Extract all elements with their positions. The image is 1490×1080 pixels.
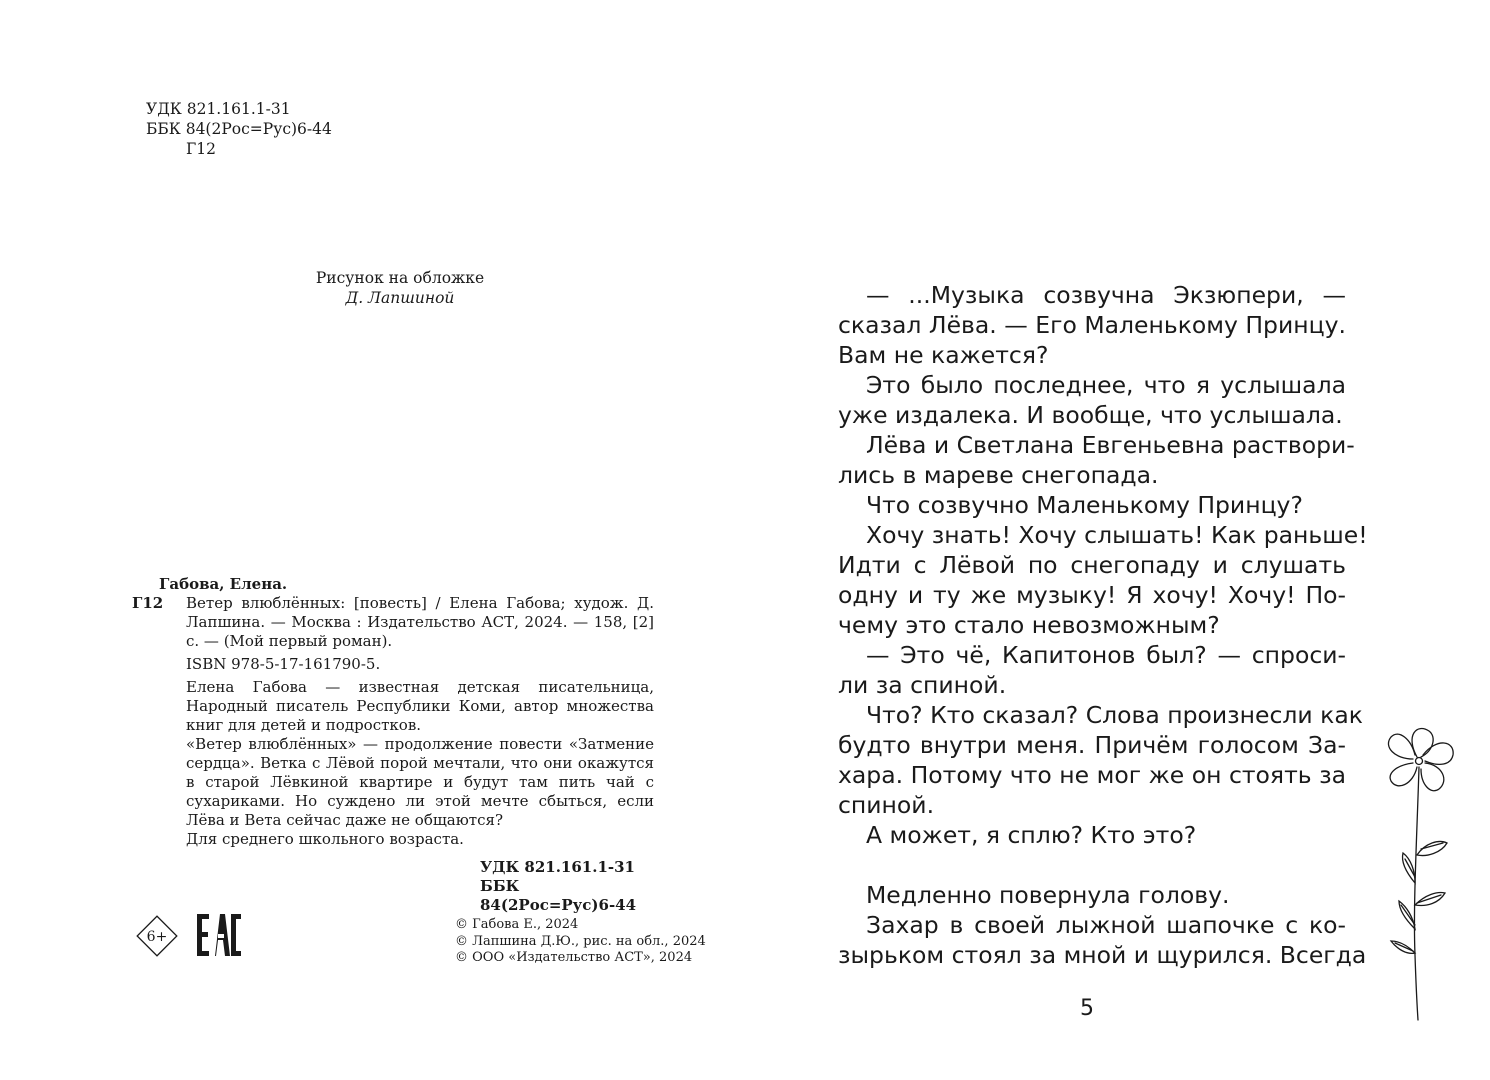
text-line: хара. Потому что не мог же он стоять за bbox=[838, 761, 1346, 789]
text-line: будто внутри меня. Причём голосом За- bbox=[838, 731, 1346, 759]
record-entry bbox=[132, 594, 654, 651]
bbk-code: ББК 84(2Рос=Рус)6-44 bbox=[146, 120, 332, 138]
isbn: ISBN 978-5-17-161790-5. bbox=[186, 655, 381, 673]
annotation-paragraph: Для среднего школьного возраста. bbox=[186, 830, 464, 848]
text-line: Идти с Лёвой по снегопаду и слушать bbox=[838, 551, 1346, 579]
text-line: лись в мареве снегопада. bbox=[838, 461, 1159, 489]
text-line: Захар в своей лыжной шапочке с ко- bbox=[866, 911, 1346, 939]
age-rating-badge bbox=[133, 912, 181, 960]
text-line: чему это стало невозможным? bbox=[838, 611, 1220, 639]
udk-code: УДК 821.161.1-31 bbox=[146, 100, 291, 118]
text-line: — Это чё, Капитонов был? — спроси- bbox=[866, 641, 1346, 669]
text-line: спиной. bbox=[838, 791, 935, 819]
copyright-block bbox=[455, 917, 706, 967]
cover-credit-label: Рисунок на обложке bbox=[315, 269, 485, 287]
record-author: Габова, Елена. bbox=[159, 575, 288, 593]
annotation-paragraph: «Ветер влюблённых» — продолжение повести «Затмение сердца». Ветка с Лёвой порой мечтали, что они окажутся в старой Лёвкиной квартире и будут там пить чай с сухариками. Но суждено ли этой мечте сбыться, если Лёва и Вета сейчас даже не общаются? bbox=[186, 735, 654, 829]
text-line: Вам не кажется? bbox=[838, 341, 1049, 369]
text-line: Что созвучно Маленькому Принцу? bbox=[866, 491, 1303, 519]
copyright-line: © ООО «Издательство АСТ», 2024 bbox=[455, 950, 693, 965]
copyright-line: © Габова Е., 2024 bbox=[455, 917, 579, 932]
text-line: А может, я сплю? Кто это? bbox=[866, 821, 1197, 849]
cover-credit bbox=[250, 268, 550, 308]
paragraph-gap bbox=[838, 850, 1346, 880]
classification-codes bbox=[146, 99, 332, 159]
annotation-paragraph: Елена Габова — известная детская писательница, Народный писатель Республики Коми, автор множества книг для детей и подростков. bbox=[186, 678, 654, 734]
author-mark: Г12 bbox=[186, 140, 216, 158]
udk-code: УДК 821.161.1-31 bbox=[480, 858, 635, 876]
text-line: Медленно повернула голову. bbox=[866, 881, 1230, 909]
record-description: Ветер влюблённых: [повесть] / Елена Габова; худож. Д. Лапшина. — Москва : Издательство АСТ, 2024. — 158, [2] с. — (Мой первый роман). bbox=[186, 594, 654, 650]
bibliographic-record bbox=[132, 575, 654, 915]
text-line: Хочу знать! Хочу слышать! Как раньше! bbox=[866, 521, 1368, 549]
text-line: Что? Кто сказал? Слова произнесли как bbox=[866, 701, 1363, 729]
text-line: — ...Музыка созвучна Экзюпери, — bbox=[866, 281, 1346, 309]
record-codes bbox=[132, 858, 654, 915]
text-line: сказал Лёва. — Его Маленькому Принцу. bbox=[838, 311, 1346, 339]
text-line: ли за спиной. bbox=[838, 671, 1007, 699]
cover-illustrator: Д. Лапшиной bbox=[345, 289, 455, 307]
page-number: 5 bbox=[1080, 996, 1094, 1021]
age-rating-text: 6+ bbox=[146, 929, 168, 945]
text-line: Лёва и Светлана Евгеньевна раствори- bbox=[866, 431, 1355, 459]
bbk-code: ББК 84(2Рос=Рус)6-44 bbox=[480, 877, 637, 914]
text-line: зырьком стоял за мной и щурился. Всегда bbox=[838, 941, 1367, 969]
story-text bbox=[838, 280, 1368, 970]
copyright-line: © Лапшина Д.Ю., рис. на обл., 2024 bbox=[455, 933, 706, 949]
eac-mark-icon bbox=[195, 912, 243, 958]
text-line: одну и ту же музыку! Я хочу! Хочу! По- bbox=[838, 581, 1346, 609]
text-line: Это было последнее, что я услышала bbox=[866, 371, 1346, 399]
flower-illustration-icon bbox=[1355, 715, 1490, 1025]
record-code: Г12 bbox=[132, 594, 164, 612]
annotation bbox=[132, 678, 654, 849]
right-page bbox=[745, 0, 1490, 1080]
text-line: уже издалека. И вообще, что услышала. bbox=[838, 401, 1343, 429]
